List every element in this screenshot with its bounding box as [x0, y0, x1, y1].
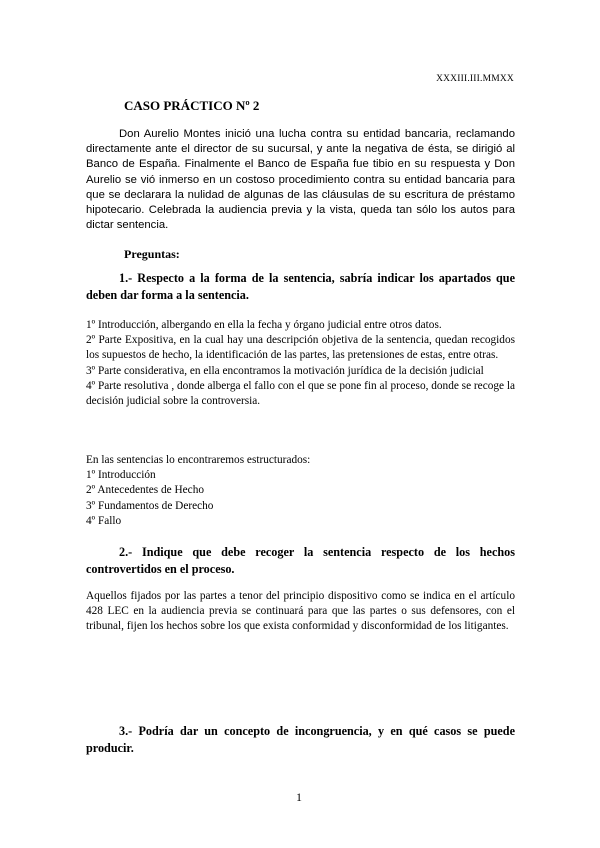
answer-2-paragraph: Aquellos fijados por las partes a tenor del principio dispositivo como se indica en el artículo 428 LEC en la audiencia previa se continuará para que las partes o sus defensores, con el tribunal, fijen los hechos sobre los que exista conformidad y disconformidad de los litigantes.: [86, 590, 515, 633]
case-intro-paragraph: Don Aurelio Montes inició una lucha contra su entidad bancaria, reclamando directamente ante el director de su sucursal, y ante la negativa de ésta, se dirigió al Banco de España. Finalmente el Banco de España fue tibio en su respuesta y Don Aurelio se vió inmerso en un costoso procedimiento contra su entidad bancaria para que se declarara la nulidad de algunas de las cláusulas de su escritura de préstamo hipotecario. Celebrada la audiencia previa y la vista, queda tan sólo los autos para dictar sentencia.: [86, 128, 515, 232]
summary-item: 1º Introducción: [86, 469, 156, 482]
question-1: 1.- Respecto a la forma de la sentencia, sabría indicar los apartados que deben dar forma a la sentencia.: [86, 271, 515, 302]
summary-intro: En las sentencias lo encontraremos estructurados:: [86, 454, 311, 466]
answer-1-summary: [86, 453, 515, 529]
date-code: XXXIII.III.MMXX: [436, 74, 514, 84]
answer-1-paragraph: 2º Parte Expositiva, en la cual hay una descripción objetiva de la sentencia, quedan recogidos los supuestos de hecho, la identificación de las partes, las pretensiones de estas, entre otras.: [86, 334, 515, 362]
answer-1-paragraph: 1º Introducción, albergando en ella la fecha y órgano judicial entre otros datos.: [86, 319, 442, 331]
question-2: 2.- Indique que debe recoger la sentencia respecto de los hechos controvertidos en el proceso.: [86, 545, 515, 576]
summary-item: 3º Fundamentos de Derecho: [86, 499, 214, 512]
answer-1-paragraph: 4º Parte resolutiva , donde alberga el fallo con el que se pone fin al proceso, donde se recoge la decisión judicial sobre la controversia.: [86, 379, 515, 408]
question-3: 3.- Podría dar un concepto de incongruencia, y en qué casos se puede producir.: [86, 724, 515, 755]
questions-heading: Preguntas:: [124, 247, 180, 261]
summary-item: 2º Antecedentes de Hecho: [86, 484, 204, 497]
answer-1: [86, 318, 515, 409]
summary-item: 4º Fallo: [86, 514, 122, 527]
answer-1-paragraph: 3º Parte considerativa, en ella encontramos la motivación jurídica de la decisión judicial: [86, 364, 484, 377]
answer-2: [86, 589, 515, 635]
case-title: CASO PRÁCTICO Nº 2: [124, 98, 260, 113]
page-number: 1: [296, 790, 302, 804]
